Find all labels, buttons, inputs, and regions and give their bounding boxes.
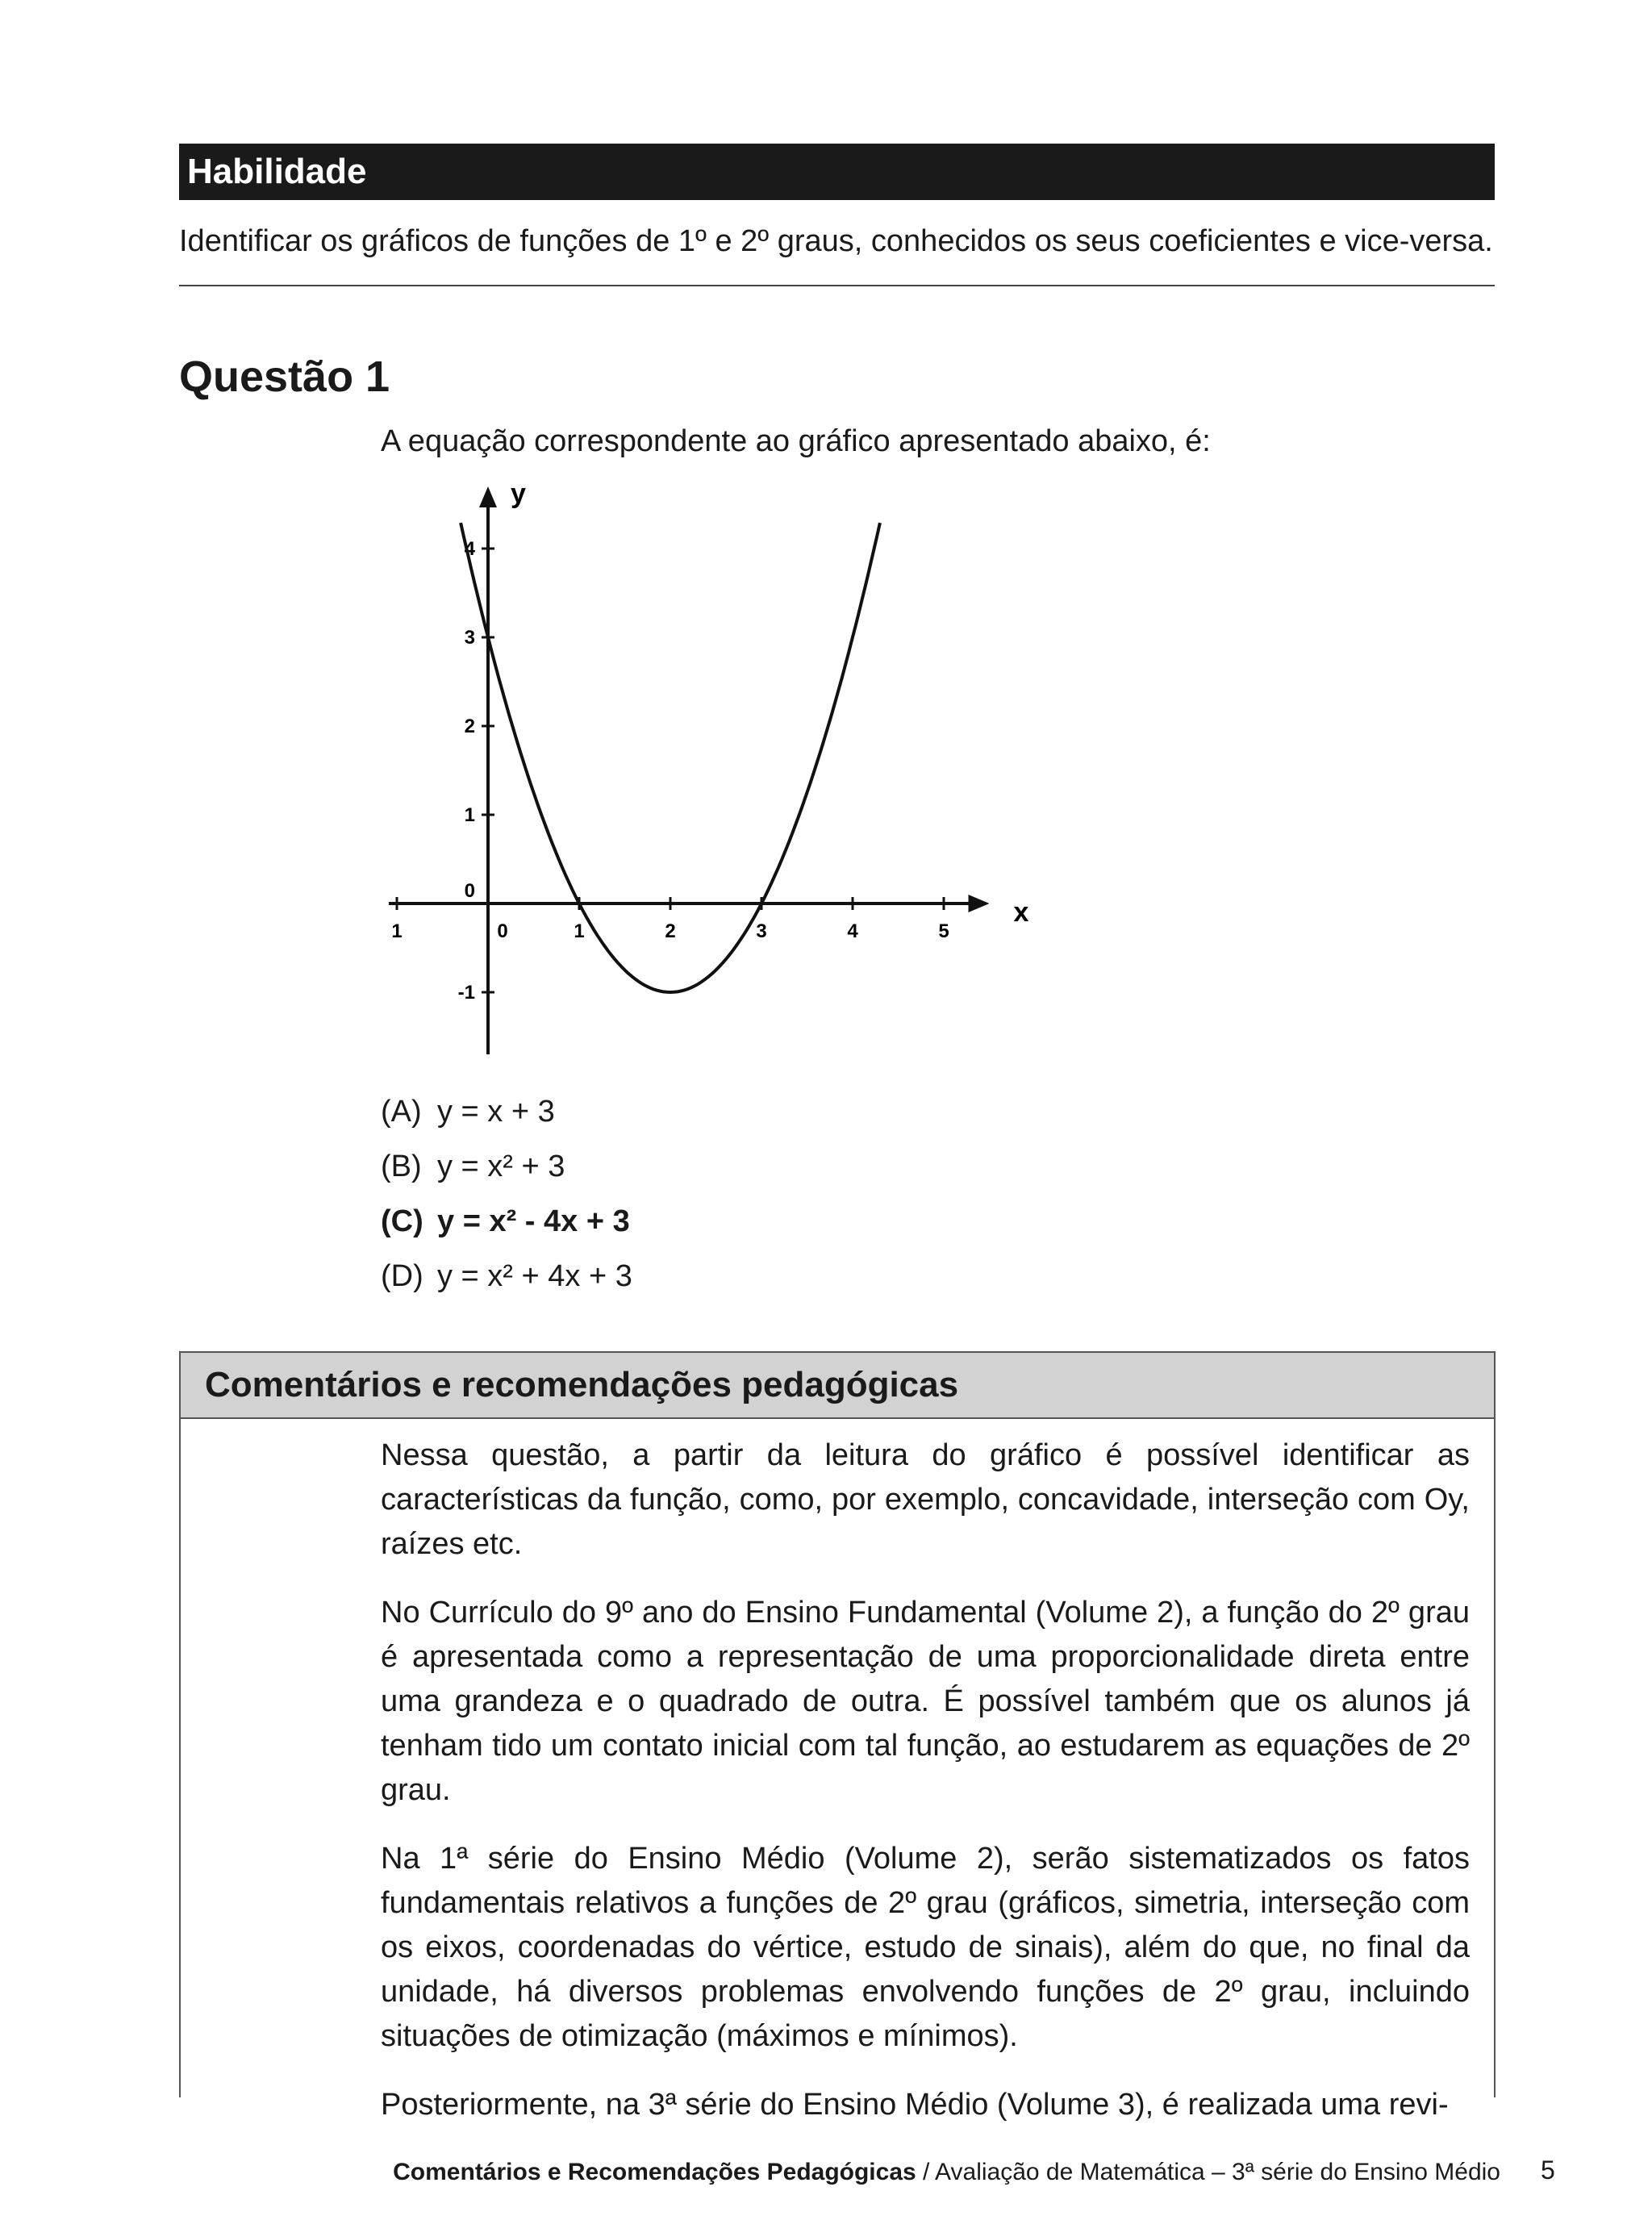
option-text: y = x² + 4x + 3 [437,1259,632,1293]
comment-paragraph: Posteriormente, na 3ª série do Ensino Médio (Volume 3), é realizada uma revi- [381,2088,1449,2122]
parabola-graph [387,476,1032,1065]
question-prompt: A equação correspondente ao gráfico apresentado abaixo, é: [381,424,1211,458]
footer-subtitle: / Avaliação de Matemática – 3ª série do Ensino Médio [916,2159,1500,2185]
option-text: y = x² - 4x + 3 [437,1204,630,1238]
comment-paragraph: Na 1ª série do Ensino Médio (Volume 2), serão sistematizados os fatos fundamentais relativos a funções de 2º grau (gráficos, simetria, interseção com os eixos, coordenadas do vértice, estudo de sinais), além do que, no final da unidade, há diversos problemas envolvendo funções de 2º grau, incluindo situações de otimização (máximos e mínimos). [381,1842,1470,2053]
x-axis-label: x [1013,897,1029,928]
answer-options [381,1084,632,1304]
option-letter: (D) [381,1259,423,1293]
x-tick-label: 2 [665,920,676,942]
x-axis-arrow [969,895,990,912]
option-letter: (B) [381,1150,422,1183]
y-axis-arrow [479,486,497,507]
y-axis-label: y [511,478,526,509]
y-tick-label: 3 [464,627,475,649]
comments-heading-text: Comentários e recomendações pedagógicas [205,1365,959,1404]
comment-paragraph: No Currículo do 9º ano do Ensino Fundamental (Volume 2), a função do 2º grau é apresentada como a representação de uma proporcionalidade direta entre uma grandeza e o quadrado de outra. É possível também que os alunos já tenham tido um contato inicial com tal função, ao estudarem as equações de 2º grau. [381,1596,1470,1807]
habilidade-description: Identificar os gráficos de funções de 1º e 2º graus, conhecidos os seus coeficientes e vice-versa. [179,224,1493,258]
x-tick-label: 1 [391,920,403,942]
y-tick-label: -1 [457,982,475,1004]
section-divider [179,285,1495,286]
footer-title: Comentários e Recomendações Pedagógicas [393,2159,916,2185]
habilidade-heading [179,144,1495,200]
y-tick-label: 2 [464,716,475,737]
habilidade-heading-text: Habilidade [187,152,367,191]
option-letter: (A) [381,1095,422,1129]
x-tick-label: 1 [574,920,585,942]
option-d[interactable] [381,1249,632,1304]
comments-box [179,1351,1496,2122]
x-tick-label: 0 [497,920,508,942]
page-footer [0,2159,1500,2186]
option-b[interactable] [381,1139,632,1194]
comments-heading [181,1353,1494,1419]
graph-layer [389,478,1029,1054]
comments-body [381,1434,1470,2151]
option-text: y = x² + 3 [437,1150,565,1183]
option-a[interactable] [381,1084,632,1139]
page-number: 5 [1541,2155,1555,2185]
option-letter: (C) [381,1204,423,1238]
x-tick-label: 3 [756,920,767,942]
question-title: Questão 1 [179,353,390,401]
comment-paragraph: Nessa questão, a partir da leitura do gráfico é possível identificar as características da função, como, por exemplo, concavidade, interseção com Oy, raízes etc. [381,1438,1470,1561]
y-tick-label: 1 [464,804,475,826]
option-c[interactable] [381,1194,632,1249]
y-tick-label: 0 [464,880,475,902]
y-tick-label: 4 [464,538,475,560]
x-tick-label: 4 [847,920,858,942]
option-text: y = x + 3 [437,1095,555,1129]
x-tick-label: 5 [938,920,949,942]
